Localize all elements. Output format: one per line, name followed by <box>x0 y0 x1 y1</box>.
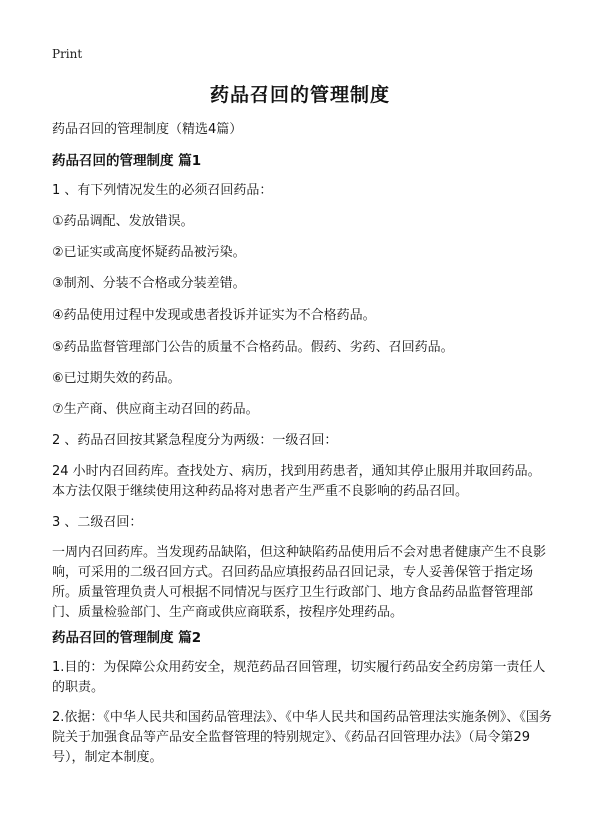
section2-item-1: 1.目的：为保障公众用药安全，规范药品召回管理，切实履行药品安全药房第一责任人的职责。 <box>52 660 546 695</box>
section-heading-1: 药品召回的管理制度 篇1 <box>52 153 202 169</box>
list-item: ②已证实或高度怀疑药品被污染。 <box>52 245 246 260</box>
section1-item-1: 1 、有下列情况发生的必须召回药品： <box>52 183 273 198</box>
section2-item-2: 2.依据：《中华人民共和国药品管理法》、《中华人民共和国药品管理法实施条例》、《国务院关于加强食品等产品安全监督管理的特别规定》、《药品召回管理办法》（局令第29号），制定本制度。 <box>52 710 552 765</box>
section-heading-2: 药品召回的管理制度 篇2 <box>52 630 202 646</box>
list-item: ①药品调配、发放错误。 <box>52 214 194 229</box>
print-link[interactable]: Print <box>52 47 83 61</box>
list-item: ⑦生产商、供应商主动召回的药品。 <box>52 402 259 417</box>
list-item: ④药品使用过程中发现或患者投诉并证实为不合格药品。 <box>52 308 376 323</box>
section1-item-2: 2 、药品召回按其紧急程度分为两级：一级召回： <box>52 433 338 448</box>
section1-item-3: 3 、二级召回： <box>52 515 143 530</box>
document-subtitle: 药品召回的管理制度（精选4篇） <box>52 122 243 137</box>
list-item: ⑤药品监督管理部门公告的质量不合格药品。假药、劣药、召回药品。 <box>52 340 454 355</box>
section1-item-2-text: 24 小时内召回药库。查找处方、病历，找到用药患者，通知其停止服用并取回药品。本方法仅限于继续使用这种药品将对患者产生严重不良影响的药品召回。 <box>52 464 541 499</box>
section1-item-3-text: 一周内召回药库。当发现药品缺陷，但这种缺陷药品使用后不会对患者健康产生不良影响，可采用的二级召回方式。召回药品应填报药品召回记录，专人妥善保管于指定场所。质量管理负责人可根据不同情况与医疗卫生行政部门、地方食品药品监督管理部门、质量检验部门、生产商或供应商联系，按程序处理药品。 <box>52 545 547 620</box>
page-title: 药品召回的管理制度 <box>209 84 390 106</box>
list-item: ⑥已过期失效的药品。 <box>52 371 181 386</box>
list-item: ③制剂、分装不合格或分装差错。 <box>52 276 246 291</box>
